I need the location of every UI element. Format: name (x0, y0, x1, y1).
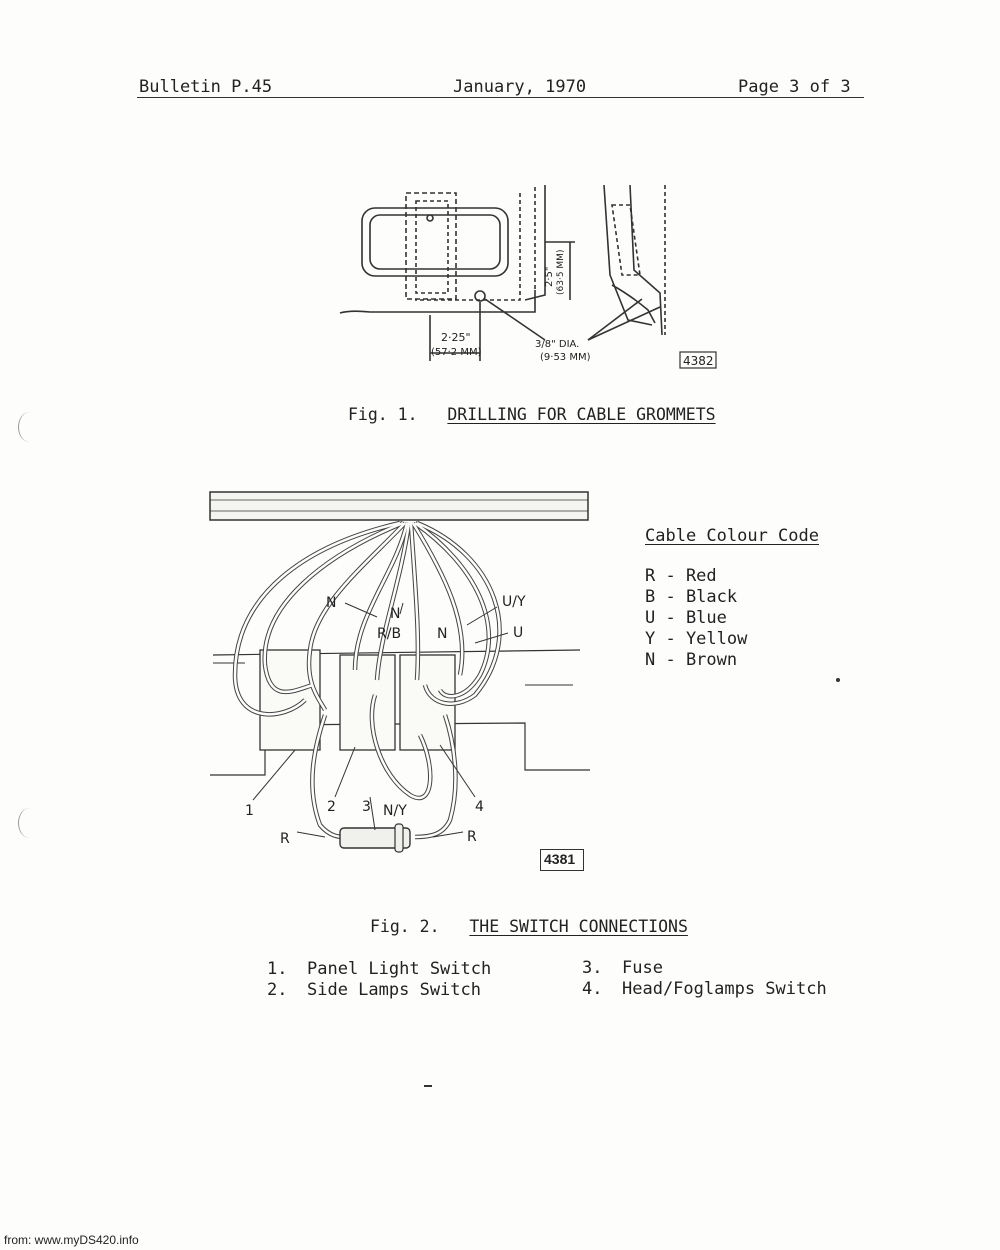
header-bulletin: Bulletin P.45 (139, 77, 273, 97)
key-label: Fuse (622, 958, 663, 978)
key-number: 1. (267, 959, 288, 979)
source-footer: from: www.myDS420.info (4, 1233, 139, 1247)
wire-label-u: U (513, 625, 524, 641)
figure-2-caption (370, 917, 688, 936)
switch-wiring-diagram (205, 485, 595, 875)
key-label: Head/Foglamps Switch (622, 979, 827, 999)
legend-item: N - Brown (645, 650, 738, 670)
header-rule (137, 97, 864, 98)
hole-size: 3/8" DIA. (535, 339, 580, 350)
wire-label-n1: N (326, 595, 337, 611)
callout-1: 1 (245, 803, 254, 819)
punch-mark (18, 412, 41, 442)
figure-1-caption (348, 405, 716, 424)
wire-label-rb: R/B (377, 626, 402, 642)
figure-1-caption-prefix: Fig. 1. (348, 405, 418, 424)
wire-label-r-left: R (280, 831, 290, 847)
wire-label-ny: N/Y (383, 803, 407, 819)
key-item-1 (267, 959, 491, 979)
callout-4: 4 (475, 799, 484, 815)
figure-2-caption-title: THE SWITCH CONNECTIONS (469, 917, 688, 936)
wire-label-n2: N (390, 606, 401, 622)
drilling-diagram (330, 175, 730, 375)
key-item-3 (582, 958, 663, 978)
callout-2: 2 (327, 799, 336, 815)
key-number: 4. (582, 979, 603, 999)
ref-number-4381: 4381 (544, 851, 576, 867)
legend-item: R - Red (645, 566, 717, 586)
key-number: 3. (582, 958, 603, 978)
dim-width-mm: (57·2 MM) (431, 347, 482, 358)
header-page: Page 3 of 3 (738, 77, 851, 97)
figure-1 (330, 175, 730, 375)
speck (424, 1085, 432, 1087)
legend-title: Cable Colour Code (645, 526, 819, 546)
header-date: January, 1970 (453, 77, 587, 97)
key-number: 2. (267, 980, 288, 1000)
dim-width: 2·25" (441, 331, 471, 344)
hole-size-mm: (9·53 MM) (540, 352, 591, 363)
ref-box-4381 (540, 849, 584, 871)
figure-2 (205, 485, 595, 875)
speck (836, 678, 840, 682)
legend-item: Y - Yellow (645, 629, 748, 649)
legend-item: B - Black (645, 587, 738, 607)
dim-height-mm: (63·5 MM) (556, 249, 566, 295)
key-label: Panel Light Switch (307, 959, 492, 979)
key-label: Side Lamps Switch (307, 980, 481, 1000)
key-item-4 (582, 979, 827, 999)
dim-height: 2·5" (544, 266, 555, 287)
legend-item: U - Blue (645, 608, 727, 628)
cable-colour-legend (645, 526, 819, 671)
wire-label-uy: U/Y (502, 594, 526, 610)
key-item-2 (267, 980, 481, 1000)
callout-3: 3 (362, 799, 371, 815)
wire-label-r-right: R (467, 829, 477, 845)
figure-1-caption-title: DRILLING FOR CABLE GROMMETS (447, 405, 716, 424)
punch-mark (18, 808, 41, 838)
figure-2-caption-prefix: Fig. 2. (370, 917, 440, 936)
wire-label-n3: N (437, 626, 448, 642)
ref-number-4382: 4382 (683, 354, 714, 368)
